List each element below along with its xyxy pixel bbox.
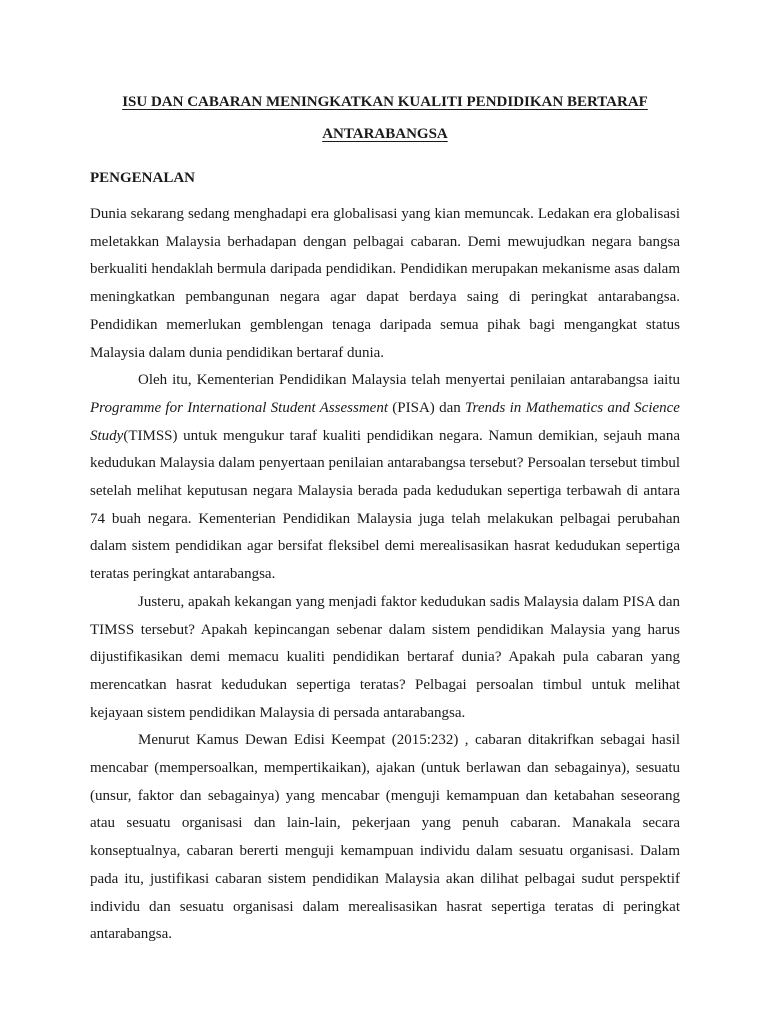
document-title [90,86,680,150]
title-line-1: ISU DAN CABARAN MENINGKATKAN KUALITI PENDIDIKAN BERTARAF [122,94,648,110]
paragraph-2-italic-timss: Trends in Mathematics and Science Study [90,399,680,444]
paragraph-3: Justeru, apakah kekangan yang menjadi faktor kedudukan sadis Malaysia dalam PISA dan TIMSS tersebut? Apakah kepincangan sebenar dalam sistem pendidikan Malaysia yang harus dijustifikasikan demi memacu kualiti pendidikan bertaraf dunia? Apakah pula cabaran yang merencatkan hasrat kedudukan sepertiga teratas? Pelbagai persoalan timbul untuk melihat kejayaan sistem pendidikan Malaysia di persada antarabangsa. [90,593,680,721]
section-heading: PENGENALAN [90,170,196,186]
title-line-2: ANTARABANGSA [322,126,448,142]
document-page [90,86,680,949]
paragraph-2-italic-pisa: Programme for International Student Assessment [90,399,388,416]
paragraph-2-text-1: Oleh itu, Kementerian Pendidikan Malaysia telah menyertai penilaian antarabangsa iaitu [138,372,680,389]
paragraph-2 [90,367,680,589]
paragraph-1: Dunia sekarang sedang menghadapi era globalisasi yang kian memuncak. Ledakan era globalisasi meletakkan Malaysia berhadapan dengan pelbagai cabaran. Demi mewujudkan negara bangsa berkualiti hendaklah bermula daripada pendidikan. Pendidikan merupakan mekanisme asas dalam meningkatkan pembangunan negara agar dapat berdaya saing di peringkat antarabangsa. Pendidikan memerlukan gemblengan tenaga daripada semua pihak bagi mengangkat status Malaysia dalam dunia pendidikan bertaraf dunia. [90,206,680,361]
paragraph-2-text-2: (PISA) dan [388,399,466,416]
paragraph-2-text-3: (TIMSS) untuk mengukur taraf kualiti pendidikan negara. Namun demikian, sejauh mana kedudukan Malaysia dalam penyertaan penilaian antarabangsa tersebut? Persoalan tersebut timbul setelah melihat keputusan negara Malaysia berada pada kedudukan sepertiga terbawah di antara 74 buah negara. Kementerian Pendidikan Malaysia juga telah melakukan pelbagai perubahan dalam sistem pendidikan agar bersifat fleksibel demi merealisasikan hasrat kedudukan sepertiga teratas peringkat antarabangsa. [90,427,680,583]
paragraph-4: Menurut Kamus Dewan Edisi Keempat (2015:232) , cabaran ditakrifkan sebagai hasil mencabar (mempersoalkan, mempertikaikan), ajakan (untuk berlawan dan sebagainya), sesuatu (unsur, faktor dan sebagainya) yang mencabar (menguji kemampuan dan ketabahan seseorang atau sesuatu organisasi dan lain-lain, pekerjaan yang penuh cabaran. Manakala secara konseptualnya, cabaran bererti menguji kemampuan individu dalam sesuatu organisasi. Dalam pada itu, justifikasi cabaran sistem pendidikan Malaysia akan dilihat pelbagai sudut perspektif individu dan sesuatu organisasi dalam merealisasikan hasrat sepertiga teratas di peringkat antarabangsa. [90,732,680,943]
